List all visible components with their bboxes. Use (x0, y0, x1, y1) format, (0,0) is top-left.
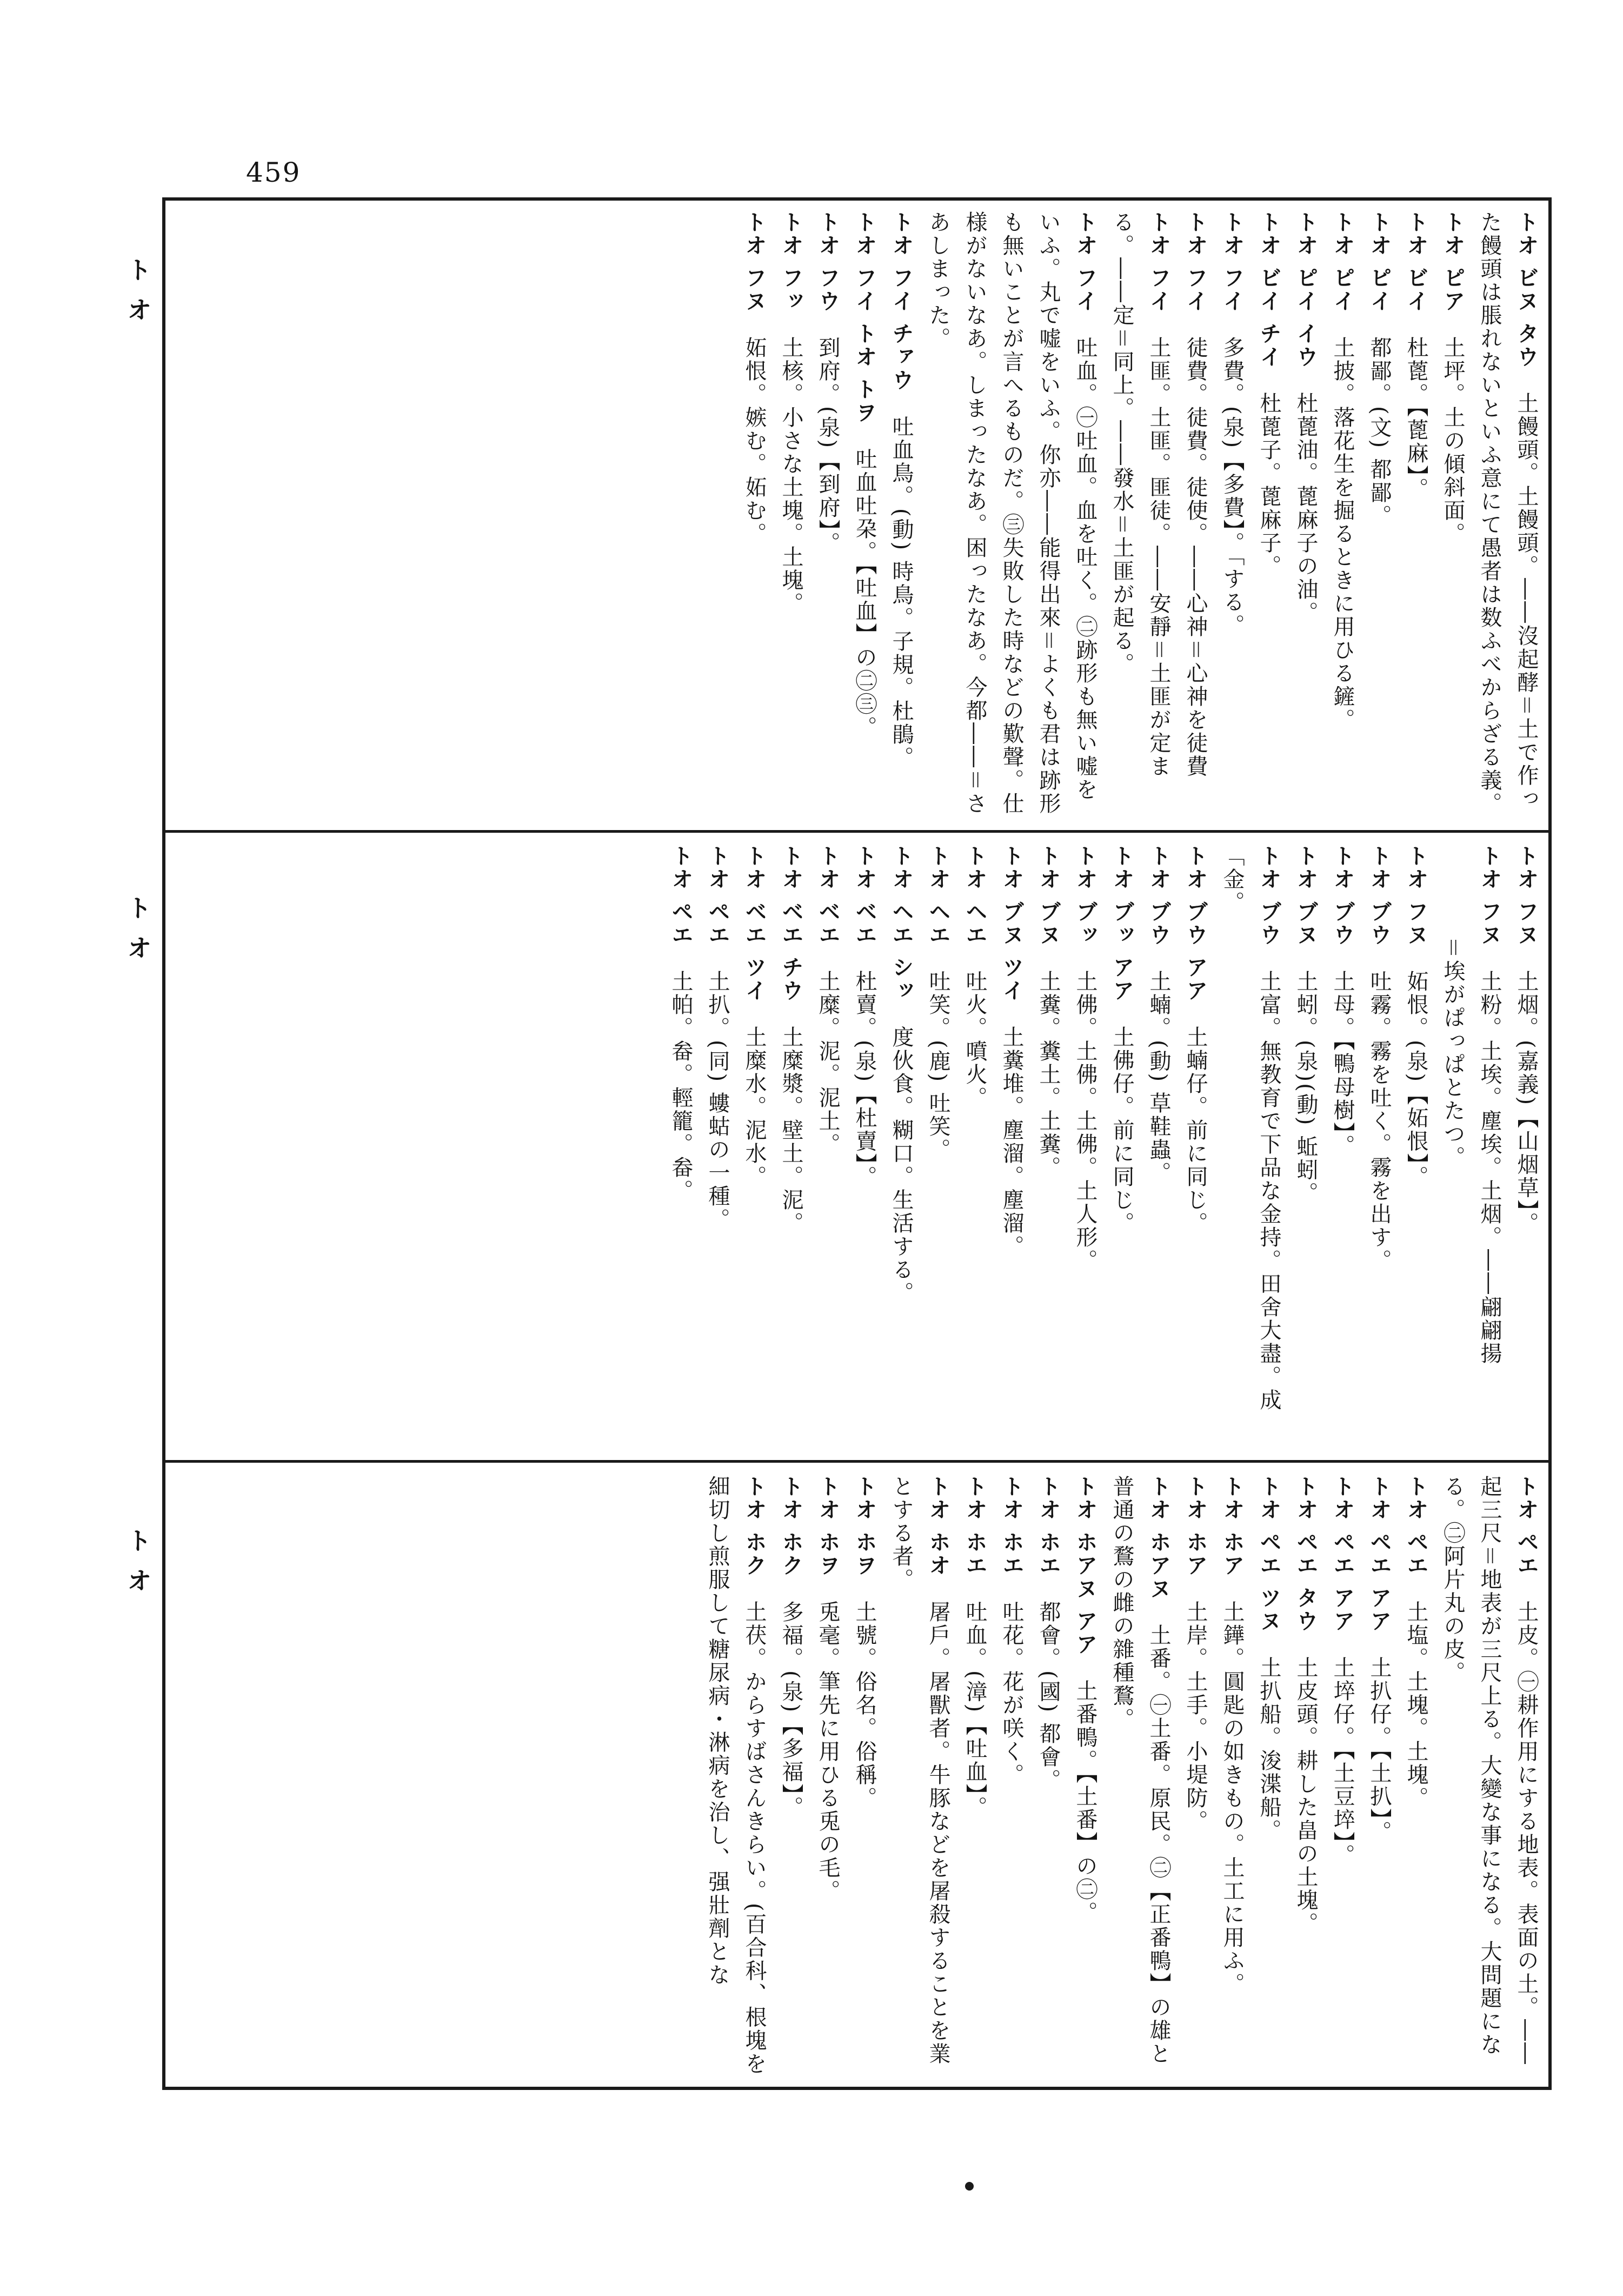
entry-definition: 土糜漿。壁土。泥。 (779, 1025, 803, 1235)
entry-definition: 土母。【鴨母樹】。 (1330, 970, 1355, 1158)
dictionary-entry (956, 845, 993, 1449)
entry-headword: トオ ホヲ (852, 1475, 877, 1577)
dictionary-entry (1250, 211, 1287, 819)
entry-headword: トオ フイ (1183, 211, 1208, 313)
stray-mark (965, 2182, 974, 2191)
dictionary-entry (1398, 211, 1434, 819)
entry-headword: トオ ペエ アア (1367, 1475, 1392, 1633)
entry-headword: トオ ベエ チウ (779, 845, 803, 1003)
section-header: トオ (123, 257, 152, 337)
entry-headword: トオ フイ (1073, 211, 1097, 313)
dictionary-block-middle (182, 845, 1545, 1449)
entry-headword: トオ ベエ (852, 845, 877, 947)
entry-headword: トオ フッ (779, 211, 803, 313)
dictionary-entry (1103, 211, 1177, 819)
entry-headword: トオ ピイ イウ (1293, 211, 1318, 369)
dictionary-entry (773, 1475, 809, 2078)
entry-headword: トオ ヘエ (962, 845, 987, 947)
dictionary-entry (1398, 1475, 1434, 2078)
section-header: トオ (123, 1528, 152, 1608)
entry-definition: 杜蓖油。蓖麻子の油。 (1293, 391, 1318, 625)
entry-definition: 土岸。土手。小堤防。 (1183, 1600, 1208, 1833)
entry-headword: トオ ホエ (1036, 1475, 1061, 1577)
dictionary-entry (883, 1475, 956, 2078)
entry-headword: トオ ブヌ (1036, 845, 1061, 947)
entry-headword: トオ ホエ (962, 1475, 987, 1577)
entry-definition: 土糞。糞土。土糞。 (1036, 970, 1061, 1179)
entry-definition: 妬恨。嫉む。妬む。 (742, 336, 767, 546)
entry-definition: 土披。落花生を掘るときに用ひる鏟。 (1330, 336, 1355, 732)
entry-definition: 吐血吐朶。【吐血】の㊁㊂。 (852, 447, 877, 739)
entry-headword: トオ ブッ アア (1109, 845, 1134, 1003)
entry-headword: トオ ピア (1440, 211, 1465, 313)
dictionary-entry (1361, 1475, 1398, 2078)
dictionary-entry (1361, 211, 1398, 819)
entry-definition: 土扒船。浚渫船。 (1256, 1656, 1281, 1842)
entry-definition: 徒費。徒費。徒使。――心神＝心神を徒費 (1183, 336, 1208, 778)
entry-definition: 度伙食。糊口。生活する。 (889, 1025, 914, 1305)
entry-definition: 土扒。(同) 螻蛄の一種。 (705, 970, 730, 1231)
entry-headword: トオ ペエ (705, 845, 730, 947)
entry-headword: トオ ビイ チイ (1256, 211, 1281, 369)
entry-definition: 土扒仔。【土扒】。 (1367, 1656, 1392, 1844)
entry-definition: 土糞堆。塵溜。塵溜。 (999, 1025, 1024, 1258)
dictionary-entry (1398, 845, 1434, 1449)
entry-headword: トオ ベエ ツイ (742, 845, 767, 1003)
entry-headword: トオ フヌ (1477, 845, 1502, 947)
entry-definition: 吐血。㊀吐血。血を吐く。㊁跡形も無い嘘をいふ。丸で嘘をいふ。你亦――能得出來＝よくも君は跡形も無いことが言へるものだ。㊂失敗した時などの歎聲。仕様がないなあ。しまったなあ。困ったなあ。今都――＝さあしまった。 (926, 211, 1097, 815)
dictionary-entry (993, 1475, 1030, 2078)
dictionary-entry (1250, 1475, 1287, 2078)
dictionary-block-top (182, 211, 1545, 819)
entry-headword: トオ ブッ (1073, 845, 1097, 947)
entry-definition: 多費。(泉)【多費】。「する。 (1220, 336, 1245, 638)
entry-definition: 土蝻。(動) 草鞋蟲。 (1146, 970, 1171, 1185)
dictionary-entry (846, 845, 883, 1449)
entry-headword: トオ ブヌ ツイ (999, 845, 1024, 1003)
entry-headword: トオ ブウ (1367, 845, 1392, 947)
entry-definition: 吐血。(漳)【吐血】。 (962, 1600, 987, 1820)
entry-definition: 土皮。㊀耕作用にする地表。表面の土。――起三尺＝地表が三尺上る。大變な事になる。大問題になる。㊁阿片丸の皮。 (1440, 1475, 1539, 2066)
entry-definition: ＝埃がぱっぱとたつ。 (1440, 937, 1465, 1169)
dictionary-entry (809, 1475, 846, 2078)
entry-definition: 土皮頭。耕した畠の土塊。 (1293, 1656, 1318, 1935)
entry-definition: 杜蓖子。蓖麻子。 (1256, 391, 1281, 578)
entry-definition: 土烟。(嘉義)【山烟草】。 (1514, 970, 1539, 1236)
dictionary-entry (773, 211, 809, 819)
entry-headword: トオ ホア (1220, 1475, 1245, 1577)
entry-headword: トオ ヘエ シッ (889, 845, 914, 1003)
entry-definition: 土核。小さな土塊。土塊。 (779, 336, 803, 615)
entry-headword: トオ フヌ (1514, 845, 1539, 947)
entry-definition: 土糜水。泥水。 (742, 1025, 767, 1189)
entry-definition: 吐火。噴火。 (962, 970, 987, 1110)
entry-headword: トオ ホオ (926, 1475, 950, 1577)
dictionary-entry (846, 211, 883, 819)
entry-definition: 土蚓。(泉)(動) 蚯蚓。 (1293, 970, 1318, 1205)
entry-definition: 土粉。土埃。塵埃。土烟。――翩翩揚 (1477, 970, 1502, 1365)
dictionary-entry (1030, 845, 1067, 1449)
dictionary-entry (846, 1475, 883, 2078)
entry-headword: トオ ホヲ (815, 1475, 840, 1577)
dictionary-entry (662, 845, 699, 1449)
dictionary-entry (883, 211, 920, 819)
dictionary-entry (920, 211, 1103, 819)
entry-definition: 都鄙。(文) 都鄙。 (1367, 336, 1392, 528)
dictionary-block-bottom (182, 1475, 1545, 2078)
entry-definition: 兎毫。筆先に用ひる兎の毛。 (815, 1600, 840, 1903)
entry-headword: トオ ヘエ (926, 845, 950, 947)
dictionary-entry (1177, 845, 1214, 1449)
entry-headword: トオ ブウ アア (1183, 845, 1208, 1003)
dictionary-entry (1214, 1475, 1250, 2078)
entry-headword: トオ ペエ (1404, 1475, 1428, 1577)
dictionary-entry (699, 1475, 773, 2078)
dictionary-entry (1471, 211, 1545, 819)
dictionary-entry (1140, 845, 1177, 1449)
entry-headword: トオ フウ (815, 211, 840, 313)
entry-headword: トオ ビヌ タウ (1514, 211, 1539, 369)
entry-headword: トオ フイ チァウ (889, 211, 914, 392)
entry-definition: 吐花。花が咲く。 (999, 1600, 1024, 1787)
entry-headword: トオ ホク (742, 1475, 767, 1577)
entry-headword: トオ ピイ (1367, 211, 1392, 313)
entry-definition: 到府。(泉)【到府】。 (815, 336, 840, 555)
dictionary-entry (699, 845, 736, 1449)
entry-headword: トオ ブウ (1330, 845, 1355, 947)
dictionary-entry (993, 845, 1030, 1449)
entry-definition: 杜蓖。【蓖麻】。 (1404, 336, 1428, 501)
dictionary-entry (809, 211, 846, 819)
entry-headword: トオ ブウ (1256, 845, 1281, 947)
dictionary-entry (1067, 845, 1103, 1449)
dictionary-entry (920, 845, 956, 1449)
dictionary-entry (1177, 211, 1214, 819)
section-divider (162, 1460, 1552, 1463)
entry-definition: 屠戶。屠獸者。牛豚などを屠殺することを業とする者。 (889, 1475, 950, 2066)
section-header: トオ (123, 895, 152, 975)
entry-definition: 土糜。泥。泥土。 (815, 970, 840, 1156)
entry-definition: 土號。俗名。俗稱。 (852, 1600, 877, 1810)
entry-definition: 土佛仔。前に同じ。 (1109, 1025, 1134, 1235)
entry-definition: 妬恨。(泉)【妬恨】。 (1404, 970, 1428, 1189)
entry-definition: 土番鴨。【土番】の㊁。 (1073, 1679, 1097, 1925)
dictionary-entry (1103, 845, 1140, 1449)
entry-headword: トオ ペエ タウ (1293, 1475, 1318, 1633)
dictionary-entry (1214, 211, 1250, 819)
dictionary-entry (956, 1475, 993, 2078)
dictionary-entry (1324, 845, 1361, 1449)
dictionary-entry (1103, 1475, 1177, 2078)
entry-headword: トオ ペエ (1514, 1475, 1539, 1577)
dictionary-entry (1508, 845, 1545, 1449)
entry-definition: 吐霧。霧を吐く。霧を出す。 (1367, 970, 1392, 1272)
entry-headword: トオ ビイ (1404, 211, 1428, 313)
entry-headword: トオ ペエ ツヌ (1256, 1475, 1281, 1633)
entry-definition: 土番。㊀土番。原民。㊁【正番鴨】の雄と普通の鶩の雌の雜種鶩。 (1109, 1475, 1171, 2066)
entry-headword: トオ ペエ アア (1330, 1475, 1355, 1633)
entry-headword: トオ ホアヌ (1146, 1475, 1171, 1601)
entry-headword: トオ ホク (779, 1475, 803, 1577)
entry-definition: 土帕。畚。輕籠。畚。 (668, 970, 693, 1203)
entry-headword: トオ ホア (1183, 1475, 1208, 1577)
entry-definition: 吐血鳥。(動) 時鳥。子規。杜鵑。 (889, 415, 914, 769)
dictionary-entry (1324, 211, 1361, 819)
entry-definition: 土匪。土匪。匪徒。――安靜＝土匪が定まる。――定＝同上。――發水＝土匪が起る。 (1109, 211, 1171, 778)
entry-definition: 土饅頭。土饅頭。――沒起酵＝土で作った饅頭は脹れないといふ意にて愚者は数ふべからざる義。 (1477, 211, 1539, 815)
entry-headword: トオ フイ (1220, 211, 1245, 313)
dictionary-entry (736, 211, 773, 819)
dictionary-entry (1434, 845, 1471, 1449)
dictionary-entry (809, 845, 846, 1449)
entry-definition: 土茯。からすばさんきらい。(百合科、根塊を細切し煎服して糖尿病・淋病を治し、强壯劑とな (705, 1475, 767, 2076)
entry-headword: トオ ブウ (1146, 845, 1171, 947)
section-divider (162, 830, 1552, 833)
dictionary-entry (1287, 211, 1324, 819)
dictionary-entry (1471, 845, 1508, 1449)
dictionary-entry (1177, 1475, 1214, 2078)
entry-definition: 土埣仔。【土豆埣】。 (1330, 1656, 1355, 1867)
entry-headword: トオ フヌ (1404, 845, 1428, 947)
dictionary-entry (1067, 1475, 1103, 2078)
entry-headword: トオ フヌ (742, 211, 767, 313)
dictionary-entry (1324, 1475, 1361, 2078)
entry-definition: 土佛。土佛。土佛。土人形。 (1073, 970, 1097, 1272)
dictionary-entry (1434, 1475, 1545, 2078)
entry-definition: 土坪。土の傾斜面。 (1440, 336, 1465, 546)
dictionary-entry (883, 845, 920, 1449)
entry-headword: トオ フイ (1146, 211, 1171, 313)
entry-headword: トオ ホアヌ アア (1073, 1475, 1097, 1656)
entry-definition: 土富。無教育で下品な金持。田舍大盡。成「金。 (1220, 845, 1281, 1412)
dictionary-entry (1287, 1475, 1324, 2078)
entry-headword: トオ ペエ (668, 845, 693, 947)
entry-definition: 都會。(國) 都會。 (1036, 1600, 1061, 1792)
entry-headword: トオ ホエ (999, 1475, 1024, 1577)
dictionary-entry (1030, 1475, 1067, 2078)
dictionary-entry (1214, 845, 1287, 1449)
dictionary-entry (1361, 845, 1398, 1449)
entry-definition: 土蝻仔。前に同じ。 (1183, 1025, 1208, 1235)
entry-definition: 多福。(泉)【多福】。 (779, 1600, 803, 1820)
entry-headword: トオ フイ トオ トヲ (852, 211, 877, 424)
entry-headword: トオ ブヌ (1293, 845, 1318, 947)
entry-headword: トオ ベエ (815, 845, 840, 947)
dictionary-entry (1434, 211, 1471, 819)
dictionary-entry (773, 845, 809, 1449)
dictionary-entry (736, 845, 773, 1449)
entry-definition: 杜賣。(泉)【杜賣】。 (852, 970, 877, 1189)
entry-definition: 土塩。土塊。土塊。 (1404, 1600, 1428, 1810)
entry-definition: 吐笑。(鹿) 吐笑。 (926, 970, 950, 1162)
dictionary-entry (1287, 845, 1324, 1449)
entry-headword: トオ ピイ (1330, 211, 1355, 313)
page-number: 459 (246, 157, 301, 188)
entry-definition: 土鏵。圓匙の如きもの。土工に用ふ。 (1220, 1600, 1245, 1996)
